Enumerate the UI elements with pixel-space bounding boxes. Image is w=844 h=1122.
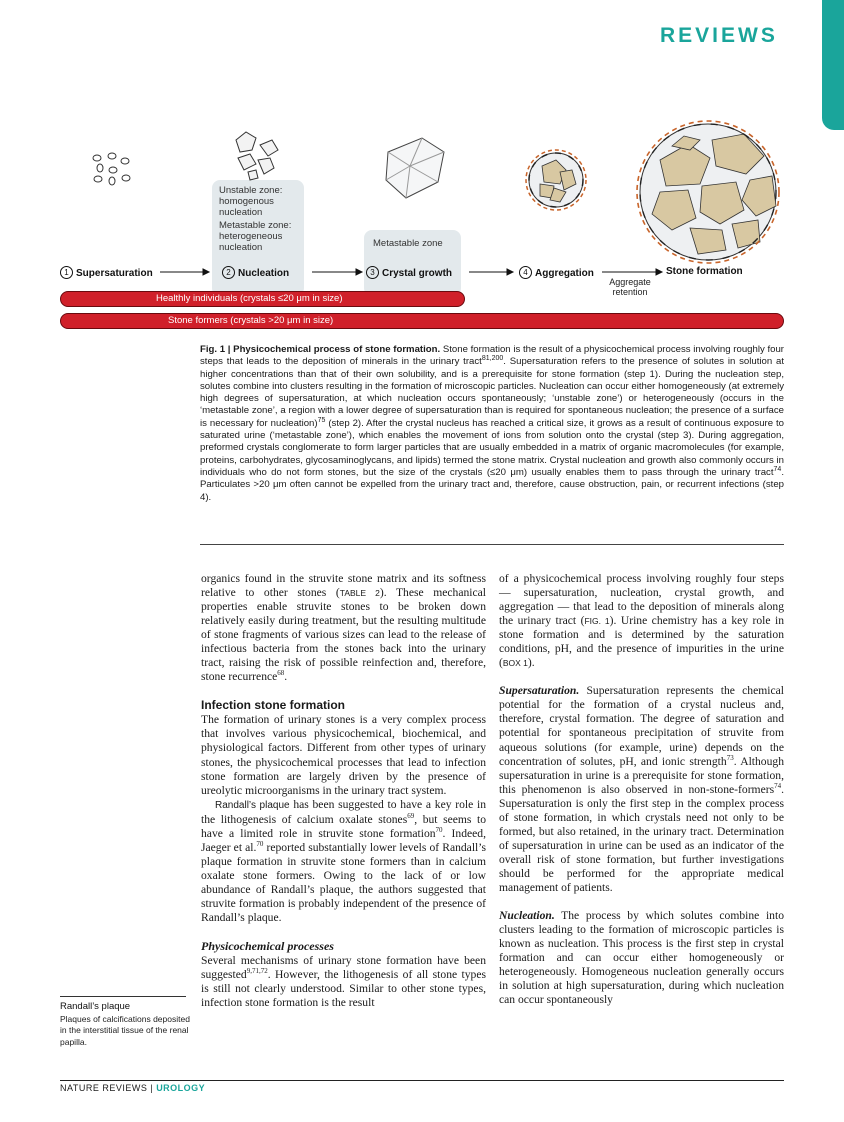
text: . Supersaturation is only the first step in the complex process of stone formation, in which crystals need not only to be formed, but also retained, in the urinary tract. Determination of supersaturation in urine can be used as an indicator of the overall risk of stone formation, but further investigations should be performed for the appropriate medical management of patients.	[499, 782, 784, 894]
kidney-stone-icon	[637, 121, 779, 263]
aggregate-icon	[526, 150, 586, 210]
step-number: 4	[519, 266, 532, 279]
subsection-heading: Physicochemical processes	[201, 939, 334, 954]
retention-line: Aggregate	[609, 277, 651, 287]
section-heading: Infection stone formation	[201, 698, 345, 713]
citation: 74	[774, 781, 782, 790]
text: has been suggested to have a key role in the lithogenesis of calcium oxalate stones	[201, 797, 487, 826]
text: ). These mechanical properties enable struvite stones to be broken down relatively easily during treatment, but the resulting multitude of stone fragments of various sizes can lead to the release of infectious bacteria from the stones back into the urinary tract, raising the risk of possible reinfection and, therefore, stone recurrence	[201, 586, 487, 684]
citation: 70	[256, 839, 264, 848]
zone-line: nucleation	[219, 207, 263, 218]
stone-formers-bar	[60, 313, 784, 329]
zone-line: homogenous	[219, 196, 274, 207]
caption-label: Fig. 1 | Physicochemical process of stone formation.	[200, 344, 441, 355]
run-in-heading: Supersaturation.	[499, 684, 580, 698]
footer-rule	[60, 1080, 784, 1081]
left-column	[201, 572, 486, 1010]
aggregate-retention-label	[598, 277, 662, 297]
step-label: Supersaturation	[76, 268, 153, 279]
step-aggregation	[519, 266, 594, 279]
solute-particles-icon	[93, 153, 130, 185]
text: of a physicochemical process involving roughly four steps — supersaturation, nucleation, crystal growth, and aggregation — that lead to the deposition of minerals along the urinary tract (	[499, 572, 784, 628]
paragraph	[499, 684, 784, 895]
text: Supersaturation represents the chemical potential for the formation of a crystal nucleus and, therefore, crystal formation. The degree of saturation and potential for spontaneous precipitation of struvite from aqueous solutions (for example, urine) depends on the concentration of solutes, pH, and ionic strength	[499, 684, 784, 768]
zone-line: Metastable zone:	[219, 220, 292, 231]
spacer	[201, 925, 486, 939]
glossary-rule	[60, 996, 186, 997]
caption-text: (step 2). After the crystal nucleus has reached a critical size, it grows as a result of continuous exposure to saturated urine (‘metastable zone’), which enables the movement of ions from solution onto the crystal (step 3). During aggregation, preformed crystals conglomerate to form larger particles that are usually embedded in a matrix of organic macromolecules (for example, proteins, carbohydrates, glycosaminoglycans, and lipids) termed the stone matrix. Crystal nucleation and growth also commonly occurs in individuals who do not form stones, but the size of the crystals (≤20 μm) usually enables them to pass through the urinary tract	[200, 417, 785, 478]
retention-line: retention	[612, 287, 648, 297]
spacer	[201, 684, 486, 698]
step-label: Nucleation	[238, 268, 290, 279]
citation: 74	[773, 465, 782, 473]
metastable-zone-label: Metastable zone	[373, 238, 443, 249]
nuclei-crystals-icon	[236, 132, 278, 180]
footer	[60, 1083, 205, 1093]
text: . Indeed, Jaeger et al.	[201, 826, 486, 854]
stone-formation-label: Stone formation	[666, 266, 743, 277]
spacer	[499, 895, 784, 909]
paragraph	[499, 909, 784, 1007]
section-header: REVIEWS	[660, 24, 778, 47]
citation: 68	[277, 669, 285, 678]
text: . However, the lithogenesis of all stone types is still not clearly understood. Similar to other stone types, infection stone formation is the result	[201, 968, 486, 1010]
caption-text: . Particulates >20 μm often cannot be expelled from the urinary tract and, therefore, cause obstruction, pain, or recurrent infections (step 4).	[200, 466, 784, 503]
grown-crystal-icon	[386, 138, 444, 198]
text: ). Urine chemistry has a key role in stone formation and is determined by the saturation conditions, pH, and the presence of impurities in the urine (	[499, 614, 785, 670]
citation: 75	[317, 416, 326, 424]
footer-separator: |	[147, 1083, 157, 1093]
caption-text: Stone formation is the result of a physicochemical process involving roughly four steps that leads to the deposition of minerals in the urinary tract	[200, 344, 784, 368]
zone-line: Unstable zone:	[219, 185, 283, 196]
journal-name: NATURE REVIEWS	[60, 1083, 148, 1093]
paragraph	[499, 572, 784, 670]
text: Several mechanisms of urinary stone formation have been suggested	[201, 954, 486, 982]
paragraph: The formation of urinary stones is a very complex process that involves various physicochemical, biochemical, and physiological factors. Different from other types of urinary stones, the physicochemical processes that lead to infection stone formation are largely driven by the presence of ureolytic microorganisms in the urinary tract system.	[201, 713, 486, 797]
step-label: Crystal growth	[382, 268, 453, 279]
glossary-definition: Plaques of calcifications deposited in the interstitial tissue of the renal papilla.	[60, 1013, 190, 1047]
step-number: 2	[222, 266, 235, 279]
zone-line: heterogeneous	[219, 231, 283, 242]
bar-label: Stone formers (crystals >20 μm in size)	[168, 315, 334, 326]
text: reported substantially lower levels of Randall’s plaque formation in struvite stone formers than in calcium oxalate stone formers. Owing to the lack of or low abundance of Randall’s plaque, the authors suggested that struvite formation is probably independent of the presence of Randall’s plaque.	[201, 840, 486, 925]
citation: 69	[407, 811, 415, 820]
right-column	[499, 572, 784, 1007]
section-tab	[822, 0, 844, 130]
figure-caption	[200, 344, 784, 504]
step-crystal-growth	[366, 266, 452, 279]
zone-line: nucleation	[219, 242, 263, 253]
paragraph	[201, 798, 486, 925]
journal-section: UROLOGY	[156, 1083, 206, 1093]
text: .	[284, 670, 288, 684]
step-number: 3	[366, 266, 379, 279]
text: organics found in the struvite stone matrix and its softness relative to other stones (	[201, 572, 486, 600]
text: , but seems to have a limited role in struvite stone formation	[201, 812, 486, 840]
caption-text: . Supersaturation refers to the presence of solutes in solution at higher concentrations than that of their own solubility, and is a prerequisite for stone formation (step 1). During the nucleation step, solutes combine into clusters resulting in the formation of microscopic particles. Nucleation can occur either homogeneously (at extremely high degrees of supersaturation, at which nucleation occurs spontaneously; ‘unstable zone’) or heterogeneously (occurs in the ‘metastable zone’, a region with a lower degree of supersaturation than is required for spontaneous nucleation; the presence of a surface is necessary for nucleation)	[200, 356, 784, 429]
paragraph	[201, 954, 486, 1010]
citation: 81,200	[481, 355, 504, 363]
step-label: Aggregation	[535, 268, 594, 279]
caption-rule	[200, 544, 784, 545]
step-supersaturation	[60, 266, 153, 279]
text: . Although supersaturation in urine is a prerequisite for stone formation, this phenomenon is also observed in non-stone-formers	[499, 754, 784, 796]
citation: 73	[726, 753, 734, 762]
box-ref-link[interactable]: BOX 1	[502, 658, 528, 669]
run-in-heading: Nucleation.	[499, 909, 555, 923]
step-number: 1	[60, 266, 73, 279]
spacer	[499, 670, 784, 684]
bar-label: Healthly individuals (crystals ≤20 μm in size)	[156, 293, 343, 304]
citation: 70	[435, 825, 443, 834]
figure-ref-link[interactable]: FIG. 1	[584, 616, 610, 627]
healthy-individuals-bar	[60, 291, 465, 307]
citation: 9,71,72	[246, 967, 268, 976]
text: ).	[527, 656, 535, 670]
step-nucleation	[222, 266, 289, 279]
glossary-term-link[interactable]: Randall’s plaque	[215, 799, 290, 811]
text: The process by which solutes combine into clusters leading to the formation of microscopic particles is known as nucleation. This process is the first step in crystal formation and can occur either homogeneously or heterogeneously. Homogeneous nucleation generally occurs in solution at high supersaturation, during which nucleation can occur spontaneously	[499, 909, 784, 1007]
table-ref-link[interactable]: TABLE 2	[339, 588, 380, 599]
glossary-term: Randall’s plaque	[60, 1001, 131, 1012]
glossary-entry	[60, 1001, 190, 1048]
paragraph	[201, 572, 486, 684]
